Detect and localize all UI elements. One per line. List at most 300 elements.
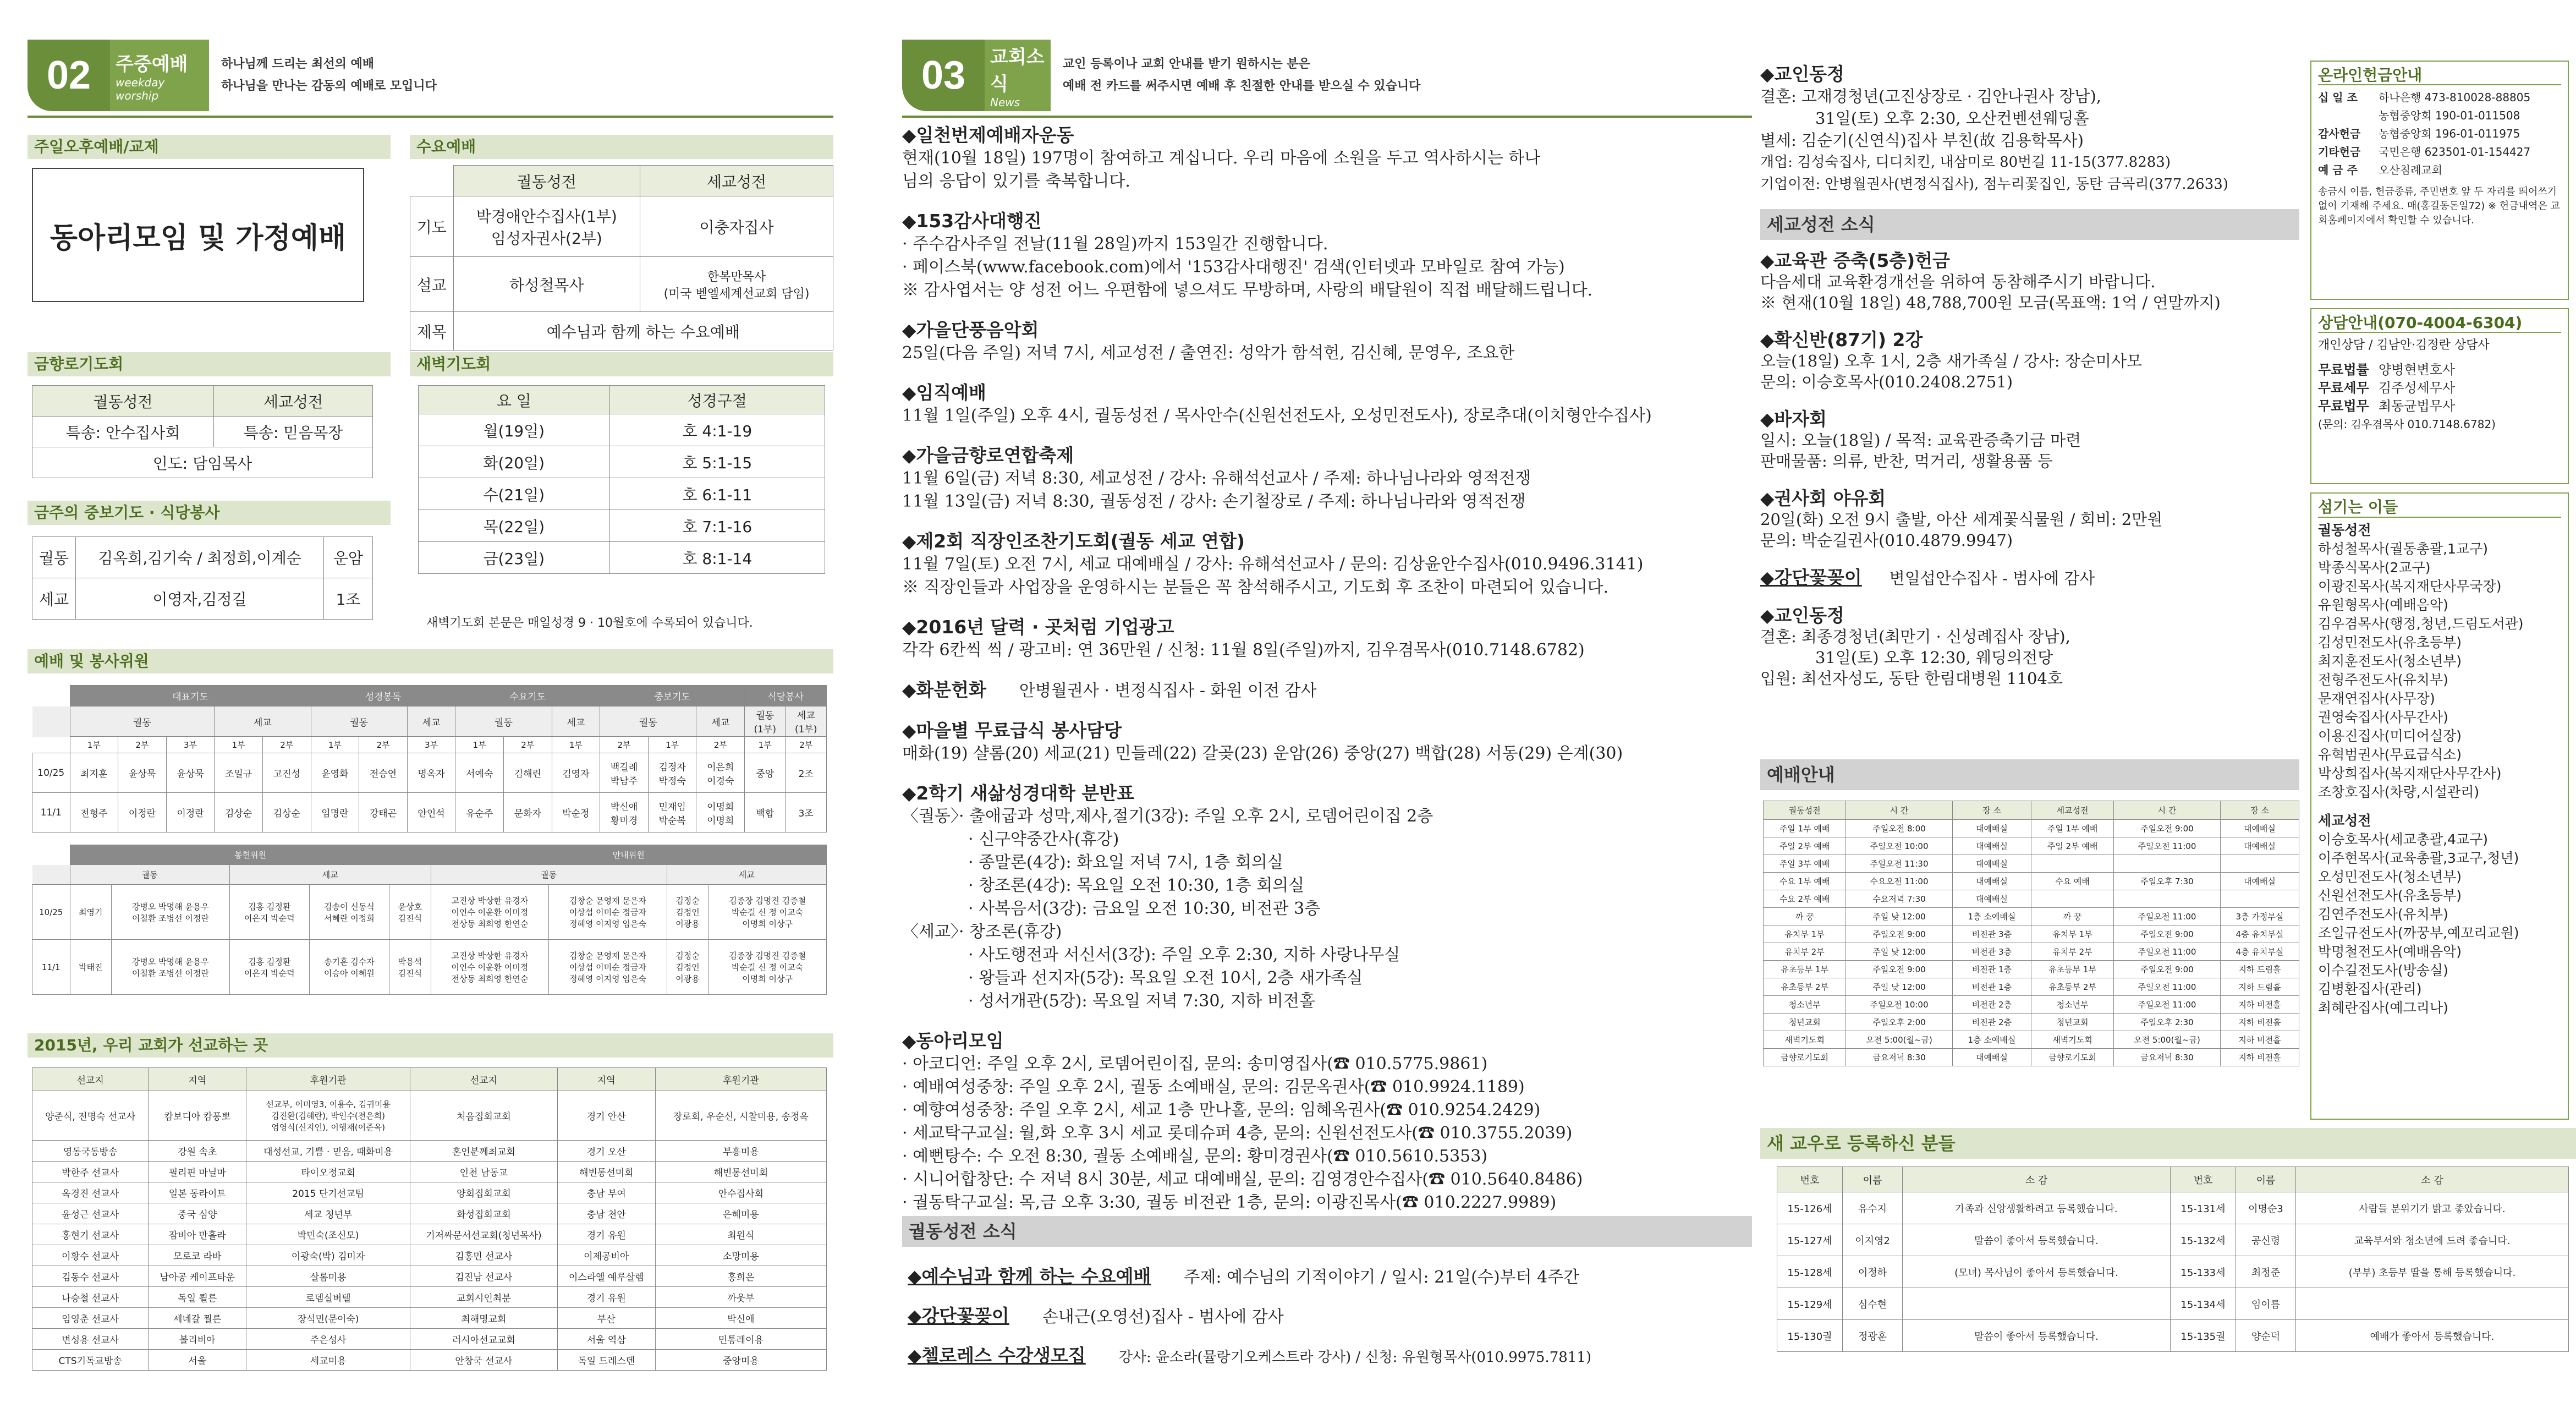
cell: 서울 역삼 [557, 1329, 655, 1350]
consult-value: 양병현변호사 [2379, 362, 2456, 377]
account-label: 감사헌금 [2318, 127, 2361, 140]
cell: 이광숙(박) 김미자 [246, 1245, 410, 1266]
news-line: · 예뻔탕수: 수 오전 8:30, 궐동 소예배실, 문의: 황미경권사(☎ 010.5610.5353) [902, 1147, 1488, 1166]
news-line: · 예배여성중창: 주일 오후 2시, 궐동 소예배실, 문의: 김문옥권사(☎ 010.9924.1189) [902, 1077, 1525, 1097]
section-title: 세교성전 소식 [1760, 209, 2299, 240]
row-label: 기도 [410, 196, 454, 257]
cell: 박순정 [552, 793, 600, 833]
staff-item: 최혜란집사(예그리나) [2318, 1000, 2448, 1016]
part: 2부 [359, 737, 408, 753]
staff-item: 신원선전도사(유초등부) [2318, 888, 2462, 903]
friday-table [32, 385, 373, 478]
page-number: 03 [902, 40, 985, 111]
cell: 김정자 박정숙 [648, 753, 696, 793]
sub-header: 세교 [407, 706, 455, 737]
cell [2031, 855, 2113, 873]
cell: 주일 2부 예배 [2031, 837, 2113, 855]
cell: 로뎀실버텔 [246, 1287, 410, 1308]
cell [1903, 1288, 2171, 1320]
worship-table [1763, 801, 2299, 1066]
col-header: 안내위원 [431, 845, 826, 865]
cell: 이지영2 [1843, 1224, 1903, 1256]
col-header: 지역 [557, 1068, 655, 1091]
page-subtitle: News [990, 96, 1020, 109]
news-line: 매화(19) 샬롬(20) 세교(21) 민들레(22) 갈곶(23) 운암(26) 중앙(27) 백합(28) 서동(29) 은계(30) [902, 744, 1623, 763]
cell: 유치부 1부 [2031, 925, 2113, 943]
sub-header: 궐동 [455, 706, 552, 737]
cell: 15-133세 [2170, 1256, 2236, 1288]
cell: 김종장 김명진 김종철 박순길 신 정 이교숙 이명희 이상구 [708, 940, 827, 995]
col-header: 장 소 [1952, 801, 2031, 820]
cell: 말씀이 좋아서 등록했습니다. [1903, 1224, 2171, 1256]
cell: 장석민(문이숙) [246, 1308, 410, 1329]
cell: 옥경진 선교사 [32, 1182, 149, 1203]
news-title: ◆동아리모임 [902, 1030, 1004, 1051]
cell: 지하 비전홀 [2220, 1014, 2299, 1031]
account-label: 기타헌금 [2318, 145, 2361, 158]
cell: 금향로기도회 [2031, 1049, 2113, 1066]
cell: 주일오전 9:00 [2114, 961, 2221, 978]
col-header: 성경구절 [609, 386, 825, 414]
cell: 15-135궐 [2170, 1320, 2236, 1352]
news-title: ◆마을별 무료급식 봉사담당 [902, 720, 1122, 741]
cell: 박신애 [655, 1308, 826, 1329]
sub-header: 세교 [215, 706, 311, 737]
header-rule [28, 116, 833, 118]
cell: 독일 쾰른 [149, 1287, 246, 1308]
cell: 까 꿍 [2031, 908, 2113, 925]
cell: 박경애안수집사(1부) 임성자권사(2부) [453, 196, 640, 257]
cell: 러시아선교교회 [410, 1329, 557, 1350]
consult-row [2318, 397, 2561, 415]
cell: 김홍민 선교사 [410, 1245, 557, 1266]
news-line: 오늘(18일) 오후 1시, 2층 새가족실 / 강사: 장순미사모 [1760, 352, 2142, 370]
news-line: 문의: 박순길권사(010.4879.9947) [1760, 531, 2013, 550]
cell: 경기 유원 [557, 1224, 655, 1245]
staff-item: 이수길전도사(방송실) [2318, 962, 2448, 978]
cell: 김옥희,김기숙 / 최정희,이계순 [76, 537, 324, 578]
consult-label: 무료세무 [2318, 380, 2369, 396]
cell: 고진상 박상한 유경자 이인수 이윤환 이미정 전상동 최희영 한연순 [431, 940, 549, 995]
serve2-table [32, 845, 827, 995]
cell: 윤성근 선교사 [32, 1203, 149, 1224]
news-title [1760, 567, 2299, 589]
cell: 유치부 2부 [1764, 943, 1846, 961]
part: 2부 [118, 737, 167, 753]
cell: 금향로기도회 [1764, 1049, 1846, 1066]
staff-group-label: 궐동성전 [2318, 522, 2371, 538]
cell: 양순덕 [2236, 1320, 2295, 1352]
cell: 까웃부 [655, 1287, 826, 1308]
cell: 주일 3부 예배 [1764, 855, 1846, 873]
cell: 살롬미용 [246, 1266, 410, 1287]
cell: 서예숙 [455, 753, 504, 793]
staff-item: 이승호목사(세교총괄,4교구) [2318, 831, 2489, 847]
staff-group-label: 세교성전 [2318, 813, 2371, 829]
news-line: · 예향여성중창: 주일 오후 2시, 세교 1층 만나홀, 문의: 임혜옥권사(☎ 010.9254.2429) [902, 1100, 1541, 1120]
cell: 최해명교회 [410, 1308, 557, 1329]
gsec-title: ◆강단꽃꽂이 [908, 1305, 1009, 1327]
cell: 금요저녁 8:30 [2114, 1049, 2221, 1066]
page-title: 주중예배 [116, 53, 188, 75]
col-header: 소 감 [2295, 1167, 2568, 1192]
section-title: 주일오후예배/교제 [28, 135, 391, 159]
consult-value: 최동균법무사 [2379, 398, 2456, 414]
cell: 강병오 박명해 윤용우 이철환 조병선 이정란 [112, 940, 230, 995]
news-title-text: ◆화분헌화 [902, 679, 986, 700]
cell: 수요 2부 예배 [1764, 890, 1846, 908]
cell: 15-130궐 [1777, 1320, 1843, 1352]
cell: 이충자집사 [640, 196, 833, 257]
col-header: 세교성전 [640, 166, 833, 196]
cell: 김홍 김정환 이은지 박순덕 [229, 885, 309, 940]
date: 10/25 [32, 885, 70, 940]
cell: 금요저녁 8:30 [1846, 1049, 1953, 1066]
cell: 3조 [786, 793, 827, 833]
section-title: 예배안내 [1760, 759, 2299, 790]
news-line: 11월 6일(금) 저녁 8:30, 세교성전 / 강사: 유해석선교사 / 주제: 하나님나라와 영적전쟁 [902, 469, 1531, 488]
cell [2220, 855, 2299, 873]
account-value: 농협중앙회 196-01-011975 [2379, 127, 2520, 140]
cell: 처음집회교회 [410, 1091, 557, 1141]
cell: 목(22일) [419, 510, 610, 542]
gwoldong-news [908, 1257, 1749, 1377]
page-title: 교회소식 [990, 46, 1045, 95]
cell: 남아공 케이프타운 [149, 1266, 246, 1287]
cell: 안창국 선교사 [410, 1350, 557, 1371]
col-header: 궐동성전 [453, 166, 640, 196]
news-title: ◆교인동정 [1760, 63, 1844, 85]
col-header: 시 간 [2114, 801, 2221, 820]
cell: 볼리비아 [149, 1329, 246, 1350]
news-title-text: ◆강단꽃꽂이 [1760, 567, 1862, 588]
cell: 모로코 라바 [149, 1245, 246, 1266]
cell: 주일오후 2:30 [2114, 1014, 2221, 1031]
cell: 주일오전 9:00 [1846, 961, 1953, 978]
cell: 경기 유원 [557, 1287, 655, 1308]
cell: 이스라엘 예루살렘 [557, 1266, 655, 1287]
staff-item: 조창호집사(차량,시설관리) [2318, 784, 2480, 800]
consult-row [2318, 379, 2561, 397]
cell: 김동수 선교사 [32, 1266, 149, 1287]
cell: 김상순 [215, 793, 263, 833]
news-line: 20일(화) 오전 9시 출발, 아산 세계꽃식물원 / 회비: 2만원 [1760, 510, 2163, 529]
cell: 까 꿍 [1764, 908, 1846, 925]
news-line: 일시: 오늘(18일) / 목적: 교육관증축기금 마련 [1760, 431, 2081, 450]
staff-item: 이광진목사(복지재단사무국장) [2318, 578, 2502, 594]
cell: 호 4:1-19 [609, 414, 825, 446]
cell: 지하 드림홀 [2220, 961, 2299, 978]
news-line: 문의: 이승호목사(010.2408.2751) [1760, 373, 2013, 391]
cell [2114, 890, 2221, 908]
col-header: 이름 [1843, 1167, 1903, 1192]
page-number: 02 [28, 40, 110, 111]
cell: 대예배실 [1952, 820, 2031, 837]
cell: 비전관 2층 [1952, 1014, 2031, 1031]
page-subtitle: weekday worship [116, 75, 165, 102]
cell: 비전관 3층 [1952, 943, 2031, 961]
news-title: ◆교인동정 [1760, 605, 1844, 626]
cell: 양준식, 전명숙 선교사 [32, 1091, 149, 1141]
cell: 주일오전 11:00 [2114, 908, 2221, 925]
slogan-line: 교인 등록이나 교회 안내를 받기 원하시는 분은 [1063, 57, 1310, 71]
sub-header: 궐동 [311, 706, 407, 737]
cell: 주일오전 11:00 [2114, 996, 2221, 1014]
col-header: 세교성전 [214, 386, 373, 417]
cell [2114, 855, 2221, 873]
cell: 세네갈 찔른 [149, 1308, 246, 1329]
cell: 주일 2부 예배 [1764, 837, 1846, 855]
cell: 지하 드림홀 [2220, 978, 2299, 996]
news-title: ◆확신반(87기) 2강 [1760, 329, 1923, 350]
cell: 강병오 박명해 윤용우 이철환 조병선 이정란 [112, 885, 230, 940]
cell: 김송이 신동식 서혜란 이정희 [309, 885, 389, 940]
account-row [2318, 161, 2561, 179]
cell: 김정순 김정인 이광용 [667, 885, 708, 940]
panel-title: 온라인헌금안내 [2318, 66, 2561, 85]
cell: 이정하 [1843, 1256, 1903, 1288]
cell: 수요저녁 7:30 [1846, 890, 1953, 908]
cell: CTS기독교방송 [32, 1350, 149, 1371]
staff-item: 김병환집사(관리) [2318, 981, 2422, 997]
news-line: 변일섭안수집사 - 범사에 감사 [1889, 569, 2095, 588]
cell: 비전관 1층 [1952, 978, 2031, 996]
sub-header: 궐동 [70, 865, 229, 885]
cell: 최원식 [655, 1224, 826, 1245]
col-header: 성경봉독 [311, 686, 455, 706]
cell: (부부) 초등부 딸을 통해 등록했습니다. [2295, 1256, 2568, 1288]
consult-panel [2310, 308, 2569, 484]
cell: 지하 비전홀 [2220, 1031, 2299, 1049]
cell: 백합 [745, 793, 786, 833]
staff-item: 유원형목사(예배음악) [2318, 597, 2448, 613]
cell [2220, 890, 2299, 908]
cell: 필리핀 마닐마 [149, 1162, 246, 1182]
cell: 영동국동방송 [32, 1141, 149, 1162]
slogan [1063, 53, 1420, 97]
col-header: 봉헌위원 [70, 845, 431, 865]
part: 2부 [696, 737, 745, 753]
news-line: 판매물품: 의류, 반찬, 먹거리, 생활용품 등 [1760, 452, 2053, 470]
news-line: · 시니어합창단: 수 저녁 8시 30분, 세교 대예배실, 문의: 김영경안수집사(☎ 010.5640.8486) [902, 1170, 1583, 1189]
cell: 청소년부 [2031, 996, 2113, 1014]
cell: 오전 5:00(월~금) [1846, 1031, 1953, 1049]
col-header: 시 간 [1846, 801, 1953, 820]
staff-item: 김성민전도사(유초등부) [2318, 634, 2462, 650]
dawn-table [418, 385, 825, 574]
sub-header: 세교 [229, 865, 431, 885]
cell [2031, 890, 2113, 908]
gsec-value: 강사: 윤소라(뮬랑기오케스트라 강사) / 신청: 유원형목사(010.9975.7811) [1118, 1349, 1592, 1366]
cell: 충남 천안 [557, 1203, 655, 1224]
cell: 호 5:1-15 [609, 446, 825, 478]
cell: 비전관 3층 [1952, 925, 2031, 943]
part: 2부 [503, 737, 552, 753]
cell: 서울 [149, 1350, 246, 1371]
news-line: 결혼: 고재경청년(고진상장로 · 김안나권사 장남), [1760, 87, 2101, 106]
news-line: 31일(토) 오후 2:30, 오산컨벤션웨딩홀 [1815, 109, 2089, 128]
cell: 호 8:1-14 [609, 542, 825, 574]
account-row [2318, 125, 2561, 143]
cell: 캄보디아 캄퐁뽀 [149, 1091, 246, 1141]
cell: 주일 낮 12:00 [1846, 943, 1953, 961]
part: 3부 [407, 737, 455, 753]
staff-item: 이용진집사(미디어실장) [2318, 728, 2462, 744]
cell: 소망미용 [655, 1245, 826, 1266]
staff-item: 박상희집사(복지재단사무간사) [2318, 765, 2502, 781]
staff-item: 오성민전도사(청소년부) [2318, 869, 2462, 885]
section-title: 예배 및 봉사위원 [28, 649, 833, 673]
cell: 비전관 1층 [1952, 961, 2031, 978]
section-title: 새 교우로 등록하신 분들 [1760, 1128, 2576, 1159]
cell: 김정순 김정인 이광용 [667, 940, 708, 995]
cell: 주일 낮 12:00 [1846, 978, 1953, 996]
cell: 인천 남동교 [410, 1162, 557, 1182]
cell: 조일규 [215, 753, 263, 793]
sub-header: 세교 [552, 706, 600, 737]
staff-item: 최지훈전도사(청소년부) [2318, 653, 2462, 669]
cell: 윤상호 김진식 [389, 885, 431, 940]
cell: 변성용 선교사 [32, 1329, 149, 1350]
cell: 사람들 분위기가 밝고 좋았습니다. [2295, 1192, 2568, 1224]
news-line: 현재(10월 18일) 197명이 참여하고 계십니다. 우리 마음에 소원을 두고 역사하시는 하나 [902, 149, 1541, 168]
account-row [2318, 143, 2561, 161]
account-label: 십 일 조 [2318, 91, 2358, 104]
cell: 윤영화 [311, 753, 359, 793]
cell: 15-132세 [2170, 1224, 2236, 1256]
cell: 호 7:1-16 [609, 510, 825, 542]
date: 11/1 [32, 940, 70, 995]
news-title: ◆153감사대행진 [902, 210, 1042, 232]
staff-item: 김연주전도사(유치부) [2318, 906, 2448, 922]
col-header: 장 소 [2220, 801, 2299, 820]
news-title: ◆바자회 [1760, 408, 1827, 430]
cell: 안수집사회 [655, 1182, 826, 1203]
row-label: 설교 [410, 257, 454, 312]
cell: 최영기 [70, 885, 112, 940]
cell: 심수현 [1843, 1288, 1903, 1320]
news-line: ※ 현재(10월 18일) 48,788,700원 모금(목표액: 1억 / 연말까지) [1760, 293, 2221, 312]
cell: 주일오전 10:00 [1846, 837, 1953, 855]
account-label: 예 금 주 [2318, 163, 2358, 177]
news-line: · 세교탁구교실: 월,화 오후 3시 세교 롯데슈퍼 4층, 문의: 신원선전도사(☎ 010.3755.2039) [902, 1124, 1573, 1143]
cell: 교육부서와 청소년에 드려 좋습니다. [2295, 1224, 2568, 1256]
col-header: 세교성전 [2031, 801, 2113, 820]
cell: 안인석 [407, 793, 455, 833]
news-line: 각각 6칸씩 씩 / 광고비: 연 36만원 / 신청: 11월 8일(주일)까지, 김우겸목사(010.7148.6782) [902, 640, 1585, 660]
consult-label: 무료법무 [2318, 398, 2369, 414]
sub-header: 궐동 (1부) [745, 706, 786, 737]
cell: 민통레이용 [655, 1329, 826, 1350]
cell: 청년교회 [2031, 1014, 2113, 1031]
cell: 인도: 담임목사 [32, 447, 373, 478]
news-title: ◆임직예배 [902, 382, 986, 403]
cell: 주일오전 9:00 [2114, 925, 2221, 943]
cell: 임영춘 선교사 [32, 1308, 149, 1329]
date: 10/25 [32, 753, 70, 793]
cell: 일본 동라이트 [149, 1182, 246, 1203]
part: 1부 [648, 737, 696, 753]
cell: 하성철목사 [453, 257, 640, 312]
cell: 15-126세 [1777, 1192, 1843, 1224]
page-title-box [110, 40, 209, 111]
cell: 대예배실 [1952, 873, 2031, 890]
dawn-note: 새벽기도회 본문은 매일성경 9 · 10월호에 수록되어 있습니다. [426, 616, 753, 630]
cell: 주일 1부 예배 [2031, 820, 2113, 837]
cell: 오전 5:00(월~금) [2114, 1031, 2221, 1049]
staff-item: 이주현목사(교육총괄,3교구,청년) [2318, 850, 2519, 866]
newcomer-table [1777, 1166, 2569, 1352]
news-line: ※ 감사엽서는 양 성전 어느 우편함에 넣으셔도 무방하며, 사랑의 배달원이 직접 배달해드립니다. [902, 281, 1593, 300]
col-header: 지역 [149, 1068, 246, 1091]
cell: 15-131세 [2170, 1192, 2236, 1224]
cell: 대예배실 [1952, 1049, 2031, 1066]
cell: 3층 가정부실 [2220, 908, 2299, 925]
slogan-line: 하나님을 만나는 감동의 예배로 모입니다 [221, 79, 437, 93]
serve-table [32, 685, 827, 833]
cell: 전승연 [359, 753, 408, 793]
page-03 [891, 0, 1752, 1424]
cell: 공신령 [2236, 1224, 2295, 1256]
staff-item: 김우겸목사(행정,청년,드림도서관) [2318, 616, 2524, 632]
news-line: · 성서개관(5강): 목요일 저녁 7:30, 지하 비전홀 [968, 992, 1315, 1011]
cell: 화성집회교회 [410, 1203, 557, 1224]
sunday-box: 동아리모임 및 가정예배 [32, 168, 364, 302]
gsec-value: 주제: 예수님의 기적이야기 / 일시: 21일(수)부터 4주간 [1184, 1268, 1580, 1287]
cell: 세교 청년부 [246, 1203, 410, 1224]
cell: 잠비아 만흘라 [149, 1224, 246, 1245]
online-offering-panel [2310, 61, 2569, 300]
cell: 유치부 1부 [1764, 925, 1846, 943]
account-value: 오산침례교회 [2379, 163, 2442, 177]
gsec-value: 손내근(오영선)집사 - 범사에 감사 [1042, 1307, 1284, 1327]
cell: 15-127세 [1777, 1224, 1843, 1256]
cell: 2015 단기선교팀 [246, 1182, 410, 1203]
col-header: 식당봉사 [745, 686, 827, 706]
cell: 유초등부 2부 [2031, 978, 2113, 996]
cell [2295, 1288, 2568, 1320]
cell: 문화자 [503, 793, 552, 833]
news-line: · 사복음서(3강): 금요일 오전 10:30, 비전관 3층 [968, 899, 1321, 918]
news-line: 〈궐동〉· 출애굽과 성막,제사,절기(3강): 주일 오후 2시, 로뎀어린이집 2층 [902, 807, 1433, 826]
cell: 이정란 [166, 793, 215, 833]
prayer-table [32, 536, 373, 620]
cell: (모녀) 목사님이 좋아서 등록했습니다. [1903, 1256, 2171, 1288]
row-label: 제목 [410, 312, 454, 350]
cell: 이영자,김정길 [76, 578, 324, 620]
cell: 주일오전 11:30 [1846, 855, 1953, 873]
cell: 수요 1부 예배 [1764, 873, 1846, 890]
staff-panel [2310, 492, 2569, 1120]
cell: 예배가 좋아서 등록했습니다. [2295, 1320, 2568, 1352]
cell: 예수님과 함께 하는 수요예배 [453, 312, 833, 350]
page-02 [0, 0, 833, 1424]
news-line: 기업이전: 안병월권사(변정식집사), 점누리꽃집인, 동탄 금곡리(377.2633) [1760, 176, 2228, 193]
cell: 박한주 선교사 [32, 1162, 149, 1182]
cell: 김진남 선교사 [410, 1266, 557, 1287]
page-title-box [985, 40, 1051, 111]
cell: 유수지 [1843, 1192, 1903, 1224]
cell: 금(23일) [419, 542, 610, 574]
news-title: ◆가을금향로연합축제 [902, 445, 1074, 466]
news-title: ◆2016년 달력 · 곳처럼 기업광고 [902, 616, 1174, 638]
col-header: 중보기도 [600, 686, 745, 706]
sub-header: 궐동 [431, 865, 667, 885]
consult-label: 무료법률 [2318, 362, 2369, 377]
cell: 독일 드레스덴 [557, 1350, 655, 1371]
news-line: 11월 7일(토) 오전 7시, 세교 대예배실 / 강사: 유해석선교사 / 문의: 김상윤안수집사(010.9496.3141) [902, 555, 1644, 574]
consult-value: 김주성세무사 [2379, 380, 2456, 396]
